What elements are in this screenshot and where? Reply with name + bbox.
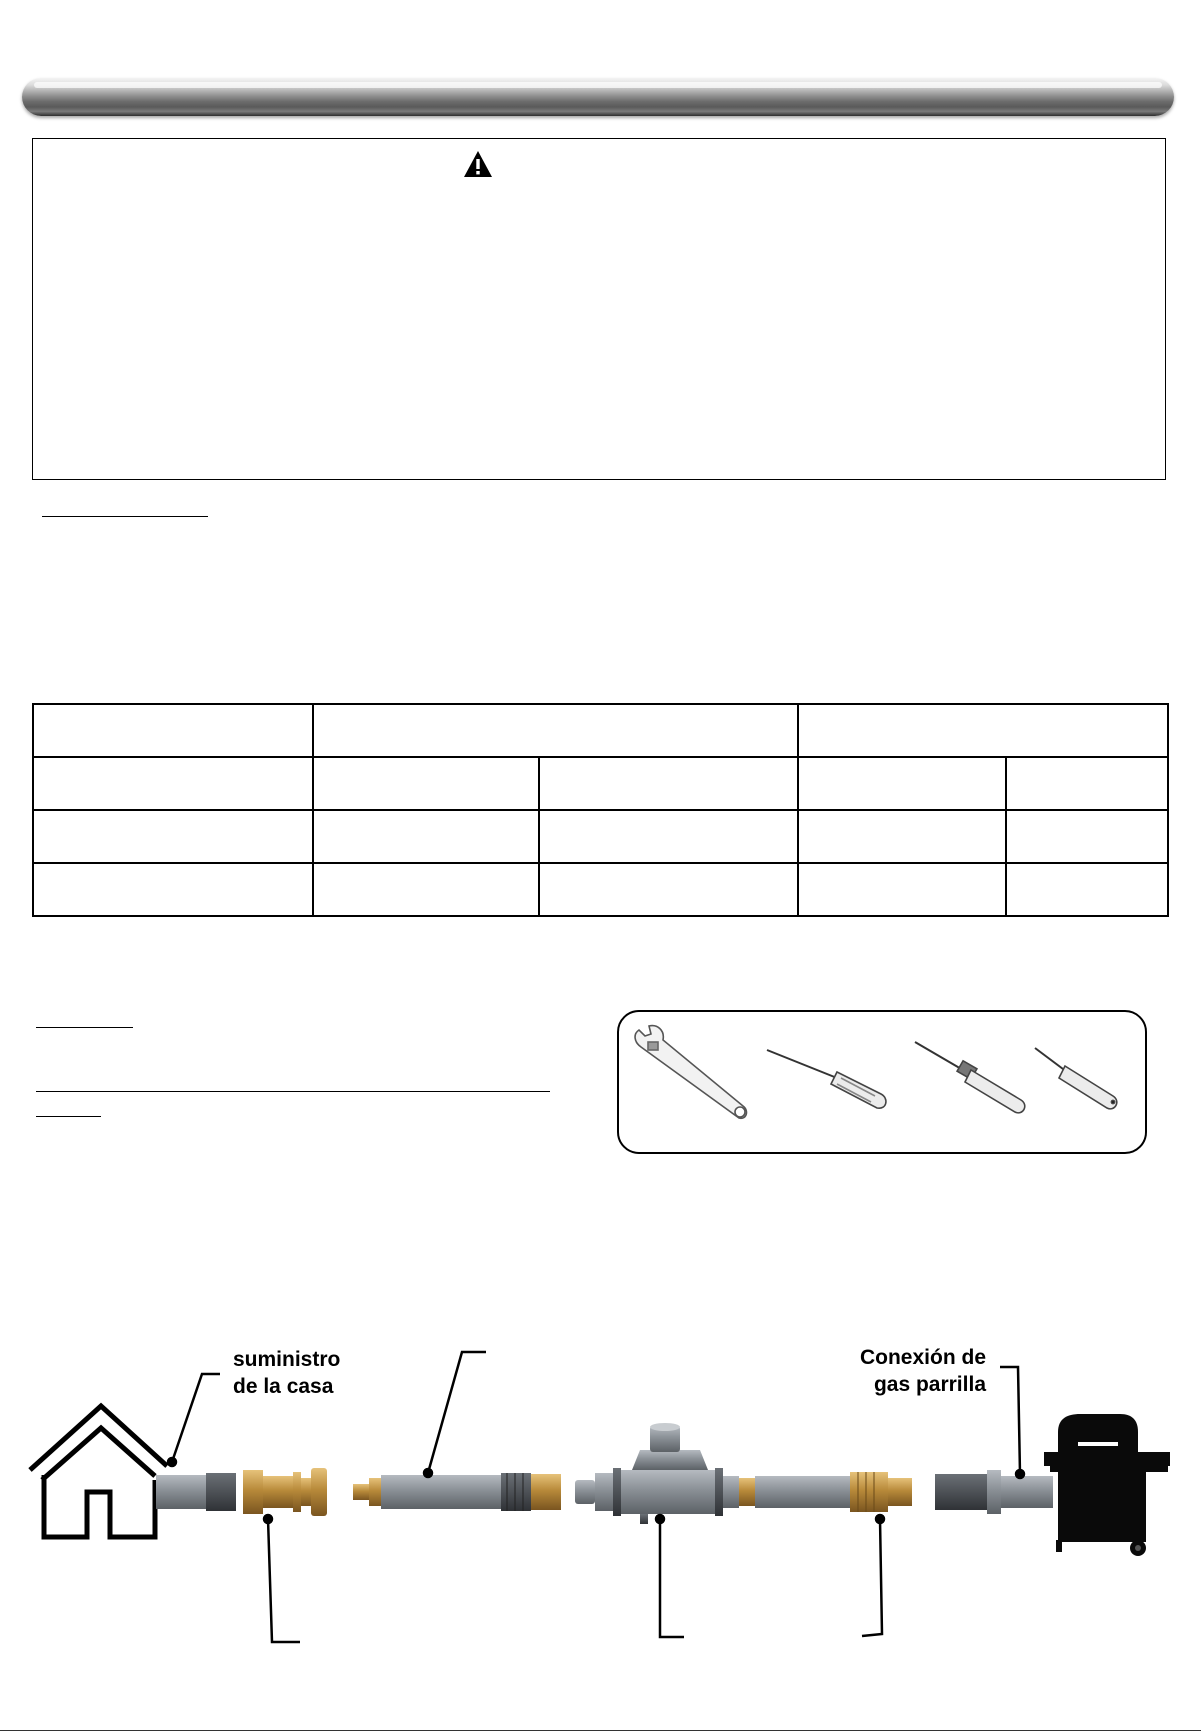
spec-table — [32, 703, 1169, 917]
table-cell — [313, 757, 539, 810]
table-cell — [539, 810, 798, 863]
table-cell — [1006, 810, 1168, 863]
table-cell — [33, 810, 313, 863]
table-cell — [33, 863, 313, 916]
footer-rule — [0, 1730, 1201, 1731]
phillips-screwdriver-icon — [767, 1050, 886, 1108]
table-cell — [33, 704, 313, 757]
table-cell — [313, 704, 798, 757]
small-screwdriver-icon — [1035, 1048, 1117, 1109]
table-cell — [1006, 757, 1168, 810]
quick-connect-hose — [353, 1473, 561, 1511]
table-cell — [539, 757, 798, 810]
table-cell — [1006, 863, 1168, 916]
warning-icon — [463, 150, 493, 178]
table-cell — [798, 757, 1006, 810]
regulator — [575, 1423, 755, 1524]
table-cell — [313, 810, 539, 863]
tools-heading-underline — [36, 1027, 133, 1028]
section-heading-underline — [42, 516, 208, 517]
tools-box — [617, 1010, 1147, 1154]
house-icon — [30, 1406, 167, 1537]
grill-pipe — [935, 1470, 1053, 1514]
table-cell — [798, 810, 1006, 863]
header-bar — [22, 78, 1174, 116]
table-cell — [539, 863, 798, 916]
table-header-row — [33, 704, 1168, 757]
tools-note-underline-2 — [36, 1116, 101, 1117]
table-cell — [313, 863, 539, 916]
grill-hose — [755, 1472, 912, 1512]
tools-illustration — [619, 1012, 1147, 1154]
table-cell — [798, 863, 1006, 916]
table-cell — [33, 757, 313, 810]
table-row — [33, 810, 1168, 863]
house-supply-pipe — [156, 1473, 236, 1511]
table-row — [33, 863, 1168, 916]
tools-note-underline — [36, 1091, 550, 1092]
table-row — [33, 757, 1168, 810]
warning-box — [32, 138, 1166, 480]
grill-connection-label: Conexión de gas parrilla — [859, 1346, 986, 1396]
flathead-screwdriver-icon — [915, 1042, 1025, 1113]
grill-icon — [1044, 1414, 1170, 1556]
gas-connection-diagram — [0, 1320, 1201, 1660]
table-cell — [798, 704, 1168, 757]
wrench-icon — [635, 1026, 746, 1119]
quick-connect-socket — [243, 1468, 327, 1516]
house-supply-label: suministro de la casa — [233, 1348, 341, 1398]
